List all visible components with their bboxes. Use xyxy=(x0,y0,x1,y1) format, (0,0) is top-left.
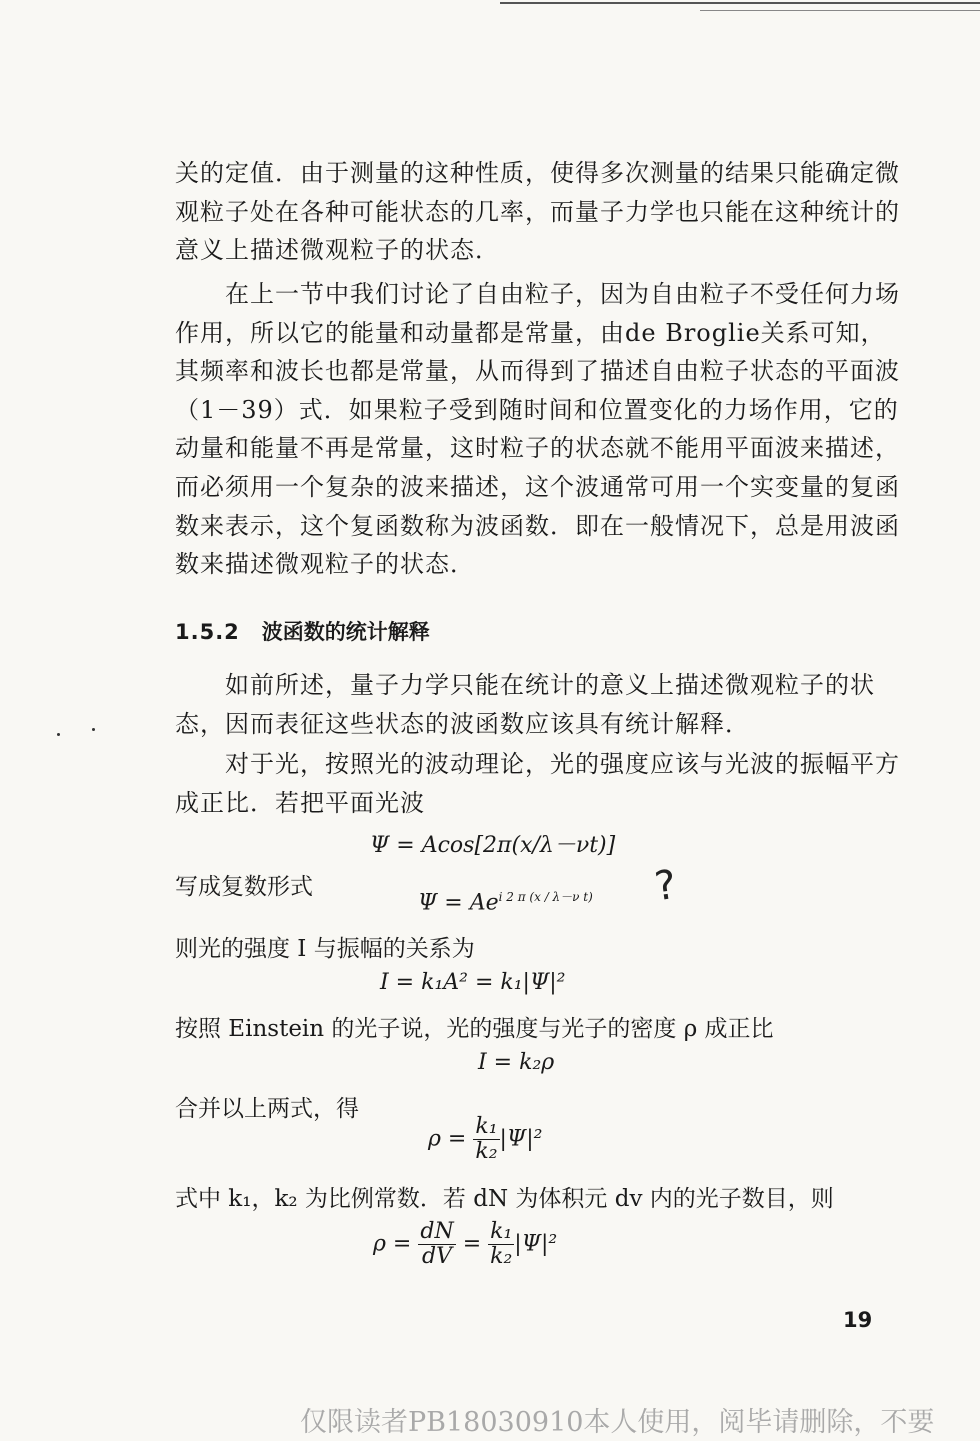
fraction-denominator: dV xyxy=(422,1244,453,1269)
equation-complex-wave-exponent: i 2 π (x / λ－ν t) xyxy=(498,890,593,904)
fraction-numerator: k₁ xyxy=(475,1114,498,1139)
fraction-k1-k2 xyxy=(473,1115,499,1164)
fraction-numerator: k₁ xyxy=(490,1219,513,1244)
fraction-k1-k2 xyxy=(488,1220,514,1269)
equation-complex-wave-base: Ψ = Ae xyxy=(418,890,499,916)
text-einstein: 按照 Einstein 的光子说，光的强度与光子的密度 ρ 成正比 xyxy=(175,1016,774,1042)
equation-ratio xyxy=(428,1115,542,1164)
paragraph-light: 对于光，按照光的波动理论，光的强度应该与光波的振幅平方成正比．若把平面光波 xyxy=(175,750,900,817)
page-number: 19 xyxy=(843,1308,873,1332)
fraction-denominator: k₂ xyxy=(475,1139,498,1164)
text-intensity-relation: 则光的强度 I 与振幅的关系为 xyxy=(175,936,475,962)
text-complex-form: 写成复数形式 xyxy=(175,874,313,900)
scan-speck xyxy=(92,728,95,731)
watermark-text: 仅限读者PB18030910本人使用，阅毕请删除，不要 xyxy=(300,1407,935,1438)
section-number: 1.5.2 xyxy=(175,620,240,644)
handwritten-question-mark: ? xyxy=(651,861,680,911)
equation-ratio-rhs: |Ψ|² xyxy=(499,1126,543,1152)
equation-intensity: I = k₁A² = k₁|Ψ|² xyxy=(380,970,566,995)
top-border-line-secondary xyxy=(700,10,980,11)
fraction-dN-dV xyxy=(418,1220,455,1269)
fraction-denominator: k₂ xyxy=(490,1244,513,1269)
paragraph-statistical: 如前所述，量子力学只能在统计的意义上描述微观粒子的状态，因而表征这些状态的波函数应该具有统计解释． xyxy=(175,671,875,738)
section-heading xyxy=(175,616,430,646)
paragraph-free-particle: 在上一节中我们讨论了自由粒子，因为自由粒子不受任何力场作用，所以它的能量和动量都是常量，由de Broglie关系可知，其频率和波长也都是常量，从而得到了描述自由粒子状态的平面波（1－39）式．如果粒子受到随时间和位置变化的力场作用，它的动量和能量不再是常量，这时粒子的状态就不能用平面波来描述，而必须用一个复杂的波来描述，这个波通常可用一个实变量的复函数来表示，这个复函数称为波函数．即在一般情况下，总是用波函数来描述微观粒子的状态． xyxy=(175,280,900,579)
equation-density: I = k₂ρ xyxy=(478,1050,555,1075)
fraction-numerator: dN xyxy=(420,1219,454,1244)
text-constants: 式中 k₁，k₂ 为比例常数．若 dN 为体积元 dv 内的光子数目，则 xyxy=(175,1186,834,1212)
top-border-line xyxy=(500,2,980,4)
equation-photon-density-lhs: ρ = xyxy=(373,1231,419,1257)
equation-photon-density xyxy=(373,1220,557,1269)
text-combine: 合并以上两式，得 xyxy=(175,1096,359,1122)
equation-plane-wave: Ψ = Acos[2π(x/λ－νt)] xyxy=(370,833,616,858)
equation-ratio-lhs: ρ = xyxy=(428,1126,474,1152)
paragraph-continuation: 关的定值．由于测量的这种性质，使得多次测量的结果只能确定微观粒子处在各种可能状态的几率，而量子力学也只能在这种统计的意义上描述微观粒子的状态． xyxy=(175,159,900,265)
equation-equals: = xyxy=(455,1231,489,1257)
section-title: 波函数的统计解释 xyxy=(261,620,430,644)
equation-photon-density-rhs: |Ψ|² xyxy=(514,1231,558,1257)
equation-complex-wave xyxy=(418,888,593,915)
scan-speck xyxy=(57,733,60,736)
